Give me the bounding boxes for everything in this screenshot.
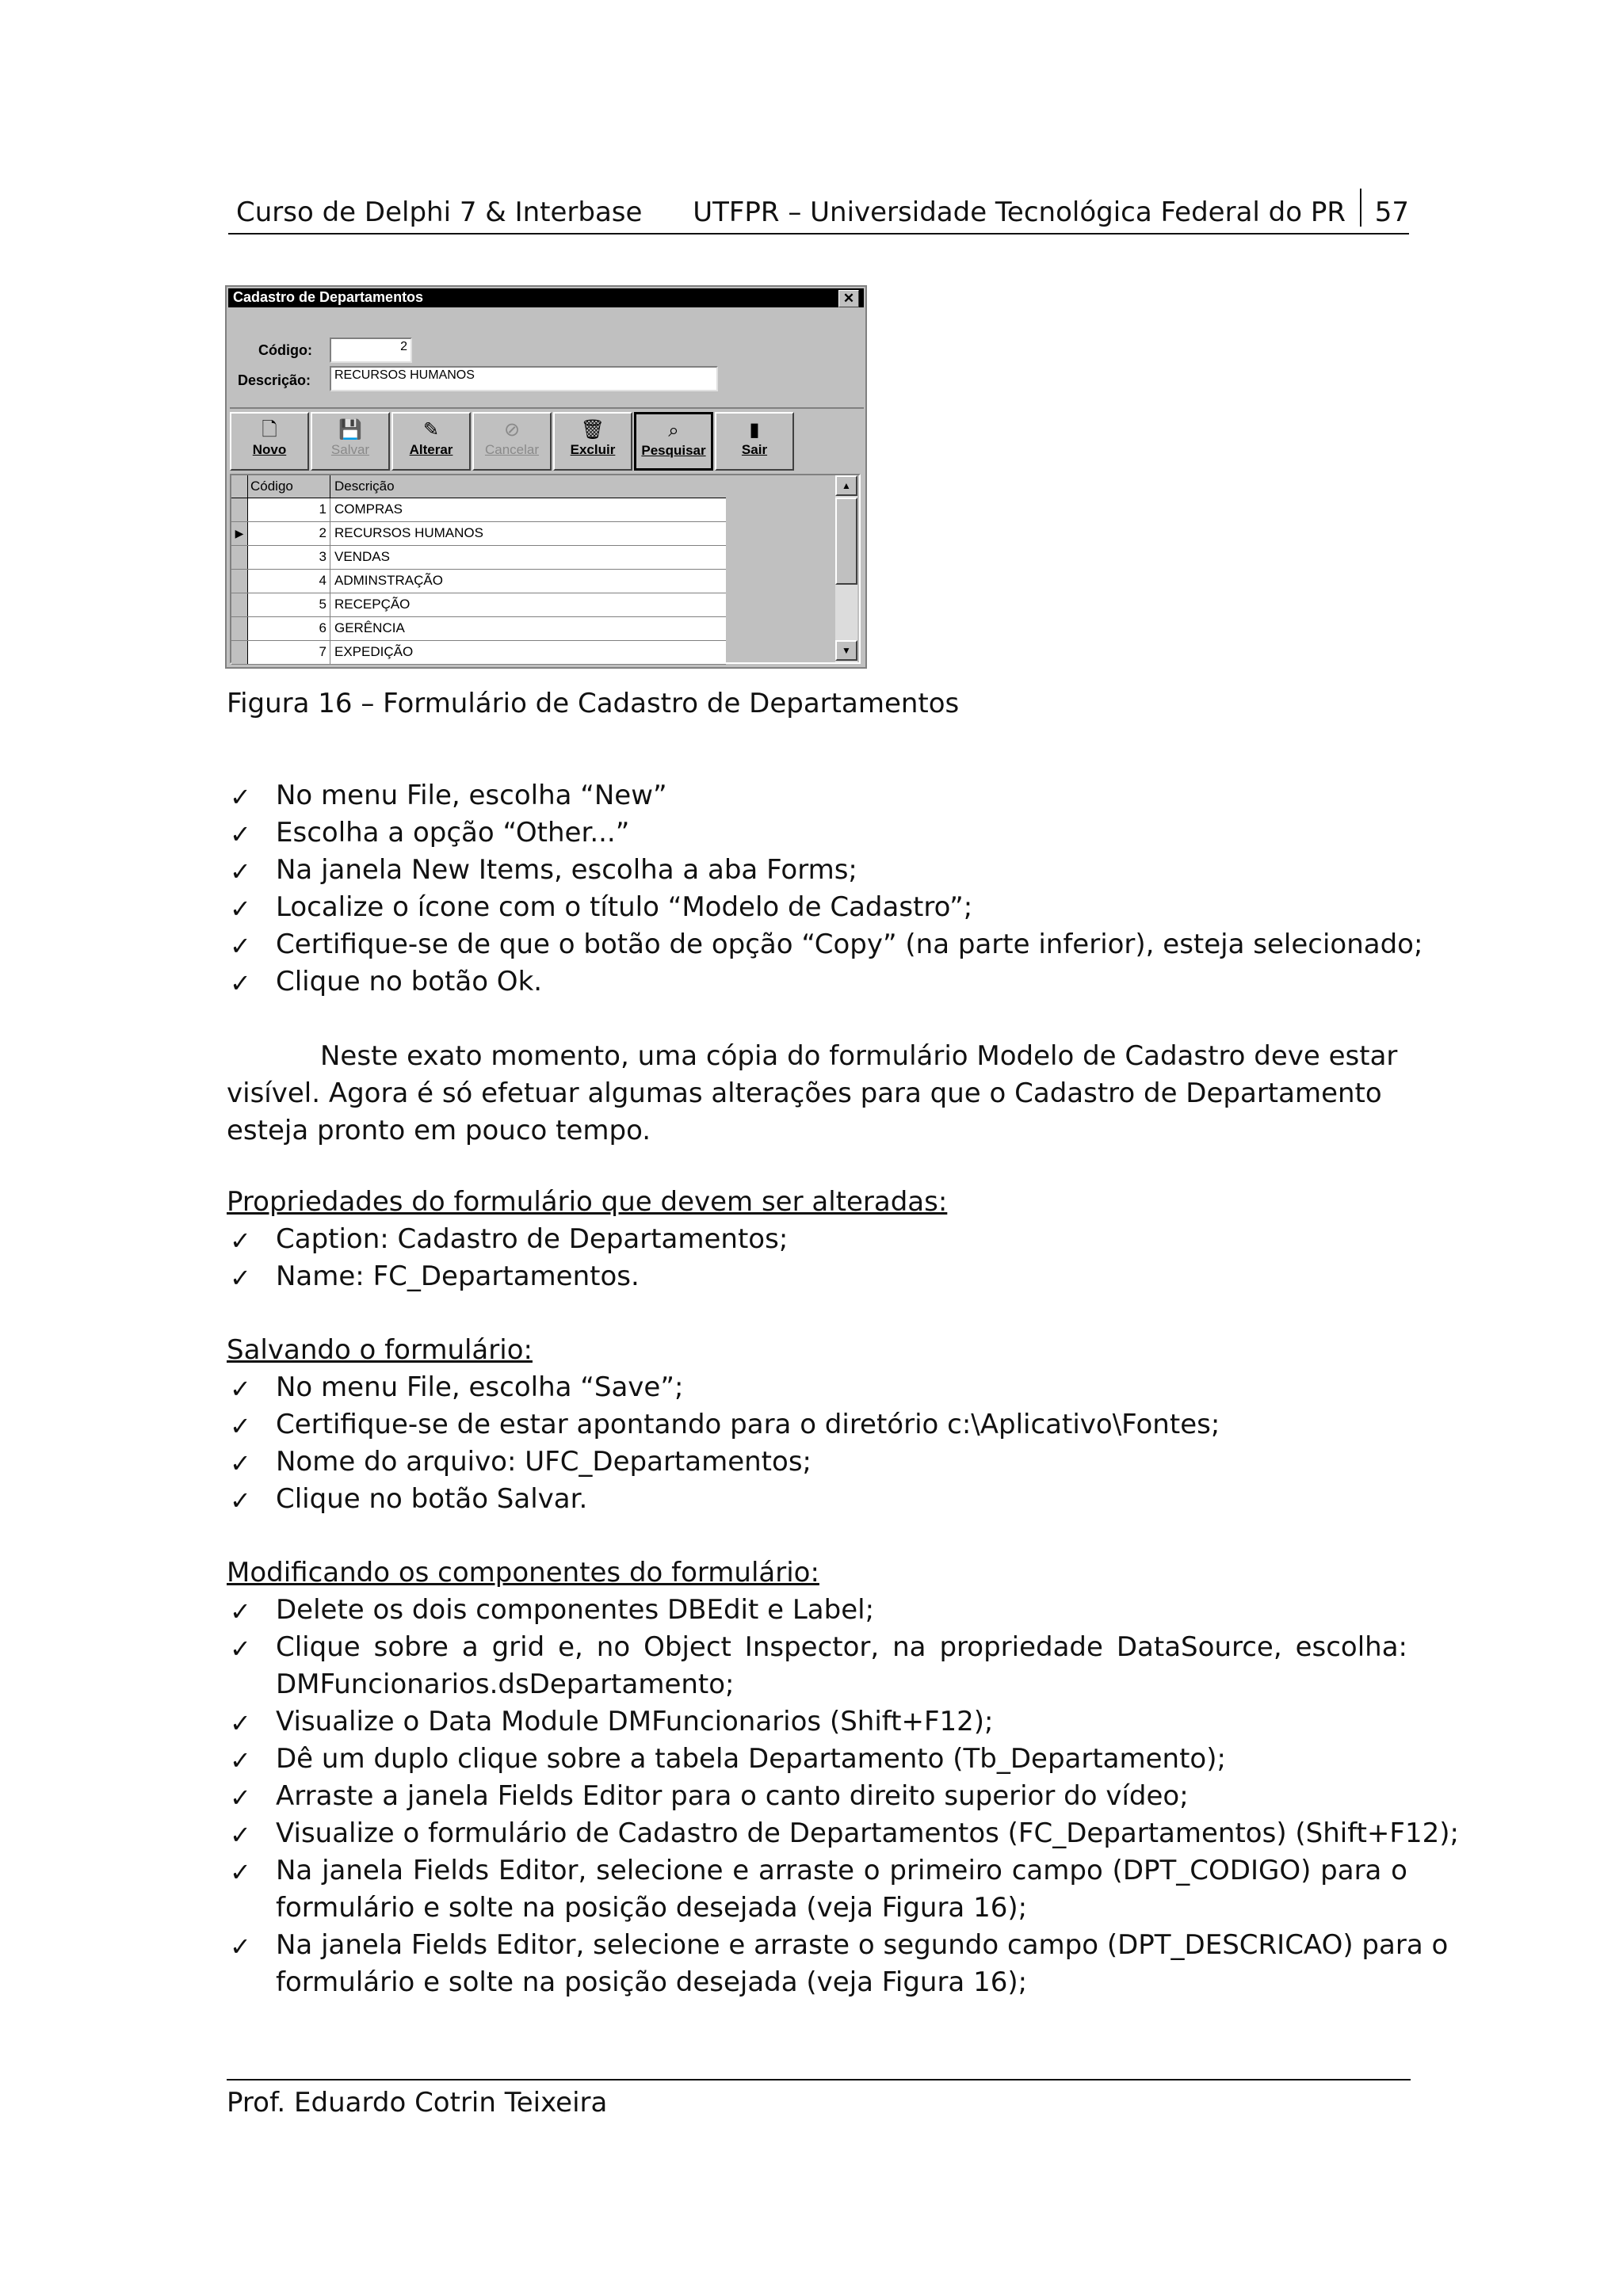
list-item: Certifique-se de estar apontando para o diretório c:\Aplicativo\Fontes; bbox=[276, 1409, 1220, 1440]
row-indicator bbox=[231, 546, 248, 569]
toolbar bbox=[230, 407, 864, 472]
check-icon: ✓ bbox=[230, 894, 251, 924]
row-desc: RECEPÇÃO bbox=[334, 597, 411, 612]
excluir-label: Excluir bbox=[570, 442, 616, 457]
vertical-scrollbar[interactable] bbox=[835, 475, 857, 662]
header-indicator bbox=[231, 475, 248, 498]
page-footer: Prof. Eduardo Cotrin Teixeira bbox=[227, 2087, 608, 2119]
list-item: Na janela New Items, escolha a aba Forms; bbox=[276, 854, 857, 886]
list-item: No menu File, escolha “New” bbox=[276, 780, 667, 811]
table-row-current[interactable] bbox=[231, 522, 726, 546]
list-item: Na janela Fields Editor, selecione e arraste o primeiro campo (DPT_CODIGO) para o bbox=[276, 1855, 1407, 1886]
table-row[interactable] bbox=[231, 546, 726, 570]
window-titlebar bbox=[228, 288, 864, 307]
codigo-field[interactable]: 2 bbox=[330, 338, 412, 363]
novo-button[interactable] bbox=[230, 412, 309, 471]
check-icon: ✓ bbox=[230, 856, 251, 887]
close-button[interactable]: ✕ bbox=[838, 290, 859, 307]
list-item-continuation: formulário e solte na posição desejada (veja Figura 16); bbox=[276, 1892, 1028, 1924]
list-item-continuation: formulário e solte na posição desejada (veja Figura 16); bbox=[276, 1966, 1028, 1998]
scroll-thumb[interactable] bbox=[835, 498, 857, 585]
departments-grid[interactable] bbox=[230, 474, 861, 664]
section-title-saving: Salvando o formulário: bbox=[227, 1334, 533, 1366]
list-item: Delete os dois componentes DBEdit e Label; bbox=[276, 1594, 875, 1626]
row-desc: RECURSOS HUMANOS bbox=[334, 525, 483, 540]
cancelar-label: Cancelar bbox=[484, 442, 540, 457]
grid-body bbox=[231, 475, 726, 662]
row-code: 4 bbox=[319, 573, 327, 588]
pesquisar-label: Pesquisar bbox=[641, 443, 706, 458]
alterar-label: Alterar bbox=[409, 442, 453, 457]
list-item: Visualize o formulário de Cadastro de Departamentos (FC_Departamentos) (Shift+F12); bbox=[276, 1817, 1459, 1849]
novo-label: Novo bbox=[252, 442, 287, 457]
codigo-label: Código: bbox=[258, 342, 312, 358]
row-indicator bbox=[231, 617, 248, 640]
list-item: No menu File, escolha “Save”; bbox=[276, 1371, 684, 1403]
figure-caption: Figura 16 – Formulário de Cadastro de Departamentos bbox=[227, 688, 960, 719]
check-icon: ✓ bbox=[230, 1226, 251, 1256]
header-separator bbox=[1360, 189, 1361, 227]
row-indicator bbox=[231, 570, 248, 593]
list-item-continuation: DMFuncionarios.dsDepartamento; bbox=[276, 1669, 735, 1700]
check-icon: ✓ bbox=[230, 819, 251, 849]
list-item: Clique no botão Ok. bbox=[276, 966, 543, 997]
grid-header bbox=[231, 475, 726, 498]
row-desc: ADMINSTRAÇÃO bbox=[334, 573, 443, 588]
column-header-descricao[interactable]: Descrição bbox=[334, 479, 395, 494]
row-desc: VENDAS bbox=[334, 549, 390, 564]
table-row[interactable] bbox=[231, 593, 726, 617]
check-icon: ✓ bbox=[230, 1634, 251, 1664]
list-item: Localize o ícone com o título “Modelo de Cadastro”; bbox=[276, 891, 973, 923]
row-indicator bbox=[231, 498, 248, 521]
header-rule bbox=[228, 233, 1409, 235]
row-code: 6 bbox=[319, 620, 327, 635]
list-item: Clique no botão Salvar. bbox=[276, 1483, 588, 1515]
row-indicator bbox=[231, 593, 248, 616]
list-item: Dê um duplo clique sobre a tabela Departamento (Tb_Departamento); bbox=[276, 1743, 1226, 1775]
list-item: Name: FC_Departamentos. bbox=[276, 1261, 640, 1292]
list-item: Nome do arquivo: UFC_Departamentos; bbox=[276, 1446, 812, 1478]
cancelar-button[interactable] bbox=[472, 412, 552, 471]
check-icon: ✓ bbox=[230, 1448, 251, 1478]
check-icon: ✓ bbox=[230, 1596, 251, 1627]
check-icon: ✓ bbox=[230, 968, 251, 998]
check-icon: ✓ bbox=[230, 1486, 251, 1516]
footer-rule bbox=[227, 2079, 1411, 2081]
list-item: Certifique-se de que o botão de opção “Copy” (na parte inferior), esteja selecionado; bbox=[276, 929, 1423, 960]
pesquisar-button[interactable] bbox=[634, 412, 713, 471]
institution-name: UTFPR – Universidade Tecnológica Federal do PR bbox=[693, 196, 1346, 228]
salvar-button[interactable] bbox=[311, 412, 390, 471]
scroll-down-icon[interactable]: ▼ bbox=[835, 640, 857, 661]
row-desc: EXPEDIÇÃO bbox=[334, 644, 414, 659]
check-icon: ✓ bbox=[230, 1374, 251, 1404]
course-title: Curso de Delphi 7 & Interbase bbox=[236, 196, 643, 228]
list-item: Arraste a janela Fields Editor para o canto direito superior do vídeo; bbox=[276, 1780, 1189, 1812]
row-code: 5 bbox=[319, 597, 327, 612]
row-desc: COMPRAS bbox=[334, 502, 403, 517]
body-paragraph: Neste exato momento, uma cópia do formulário Modelo de Cadastro deve estar visível. Agora é só efetuar algumas alterações para que o Cadastro de Departamento esteja pronto em pouco tempo. bbox=[227, 1040, 1398, 1146]
table-row[interactable] bbox=[231, 570, 726, 593]
check-icon: ✓ bbox=[230, 931, 251, 961]
edit-tools-icon: ✎ bbox=[422, 419, 440, 441]
check-icon: ✓ bbox=[230, 1708, 251, 1738]
check-icon: ✓ bbox=[230, 782, 251, 812]
section-title-properties: Propriedades do formulário que devem ser alteradas: bbox=[227, 1186, 948, 1218]
check-icon: ✓ bbox=[230, 1783, 251, 1813]
check-icon: ✓ bbox=[230, 1745, 251, 1775]
table-row[interactable] bbox=[231, 498, 726, 522]
row-desc: GERÊNCIA bbox=[334, 620, 405, 635]
sair-label: Sair bbox=[741, 442, 768, 457]
alterar-button[interactable] bbox=[391, 412, 471, 471]
table-row[interactable] bbox=[231, 617, 726, 641]
list-item: Na janela Fields Editor, selecione e arraste o segundo campo (DPT_DESCRICAO) para o bbox=[276, 1929, 1449, 1961]
row-code: 3 bbox=[319, 549, 327, 564]
list-item: Visualize o Data Module DMFuncionarios (Shift+F12); bbox=[276, 1706, 994, 1737]
salvar-label: Salvar bbox=[330, 442, 370, 457]
row-indicator bbox=[231, 641, 248, 664]
row-code: 7 bbox=[319, 644, 327, 659]
row-code: 1 bbox=[319, 502, 327, 517]
new-document-icon: 🗋 bbox=[262, 419, 277, 441]
descricao-field[interactable]: RECURSOS HUMANOS bbox=[330, 366, 718, 391]
excluir-button[interactable] bbox=[553, 412, 632, 471]
list-item: Escolha a opção “Other...” bbox=[276, 817, 630, 849]
window-title: Cadastro de Departamentos bbox=[233, 289, 424, 305]
page-header bbox=[228, 195, 1409, 235]
current-row-arrow-icon: ▶ bbox=[231, 522, 248, 545]
trash-icon: 🗑 bbox=[580, 419, 605, 441]
row-code: 2 bbox=[319, 525, 327, 540]
page-number: 57 bbox=[1374, 196, 1409, 228]
check-icon: ✓ bbox=[230, 1857, 251, 1887]
save-disk-icon: 💾 bbox=[338, 419, 362, 441]
check-icon: ✓ bbox=[230, 1932, 251, 1962]
check-icon: ✓ bbox=[230, 1820, 251, 1850]
list-item: Caption: Cadastro de Departamentos; bbox=[276, 1223, 789, 1255]
section-title-modifying: Modificando os componentes do formulário: bbox=[227, 1557, 819, 1589]
scroll-up-icon[interactable]: ▲ bbox=[835, 475, 857, 496]
check-icon: ✓ bbox=[230, 1263, 251, 1293]
sair-button[interactable] bbox=[715, 412, 794, 471]
exit-door-icon: ▮ bbox=[749, 419, 760, 441]
table-row[interactable] bbox=[231, 641, 726, 665]
search-binoculars-icon: ⌕ bbox=[668, 420, 679, 441]
cancel-circle-icon: ⊘ bbox=[503, 419, 521, 441]
check-icon: ✓ bbox=[230, 1411, 251, 1441]
cadastro-window bbox=[225, 285, 867, 669]
list-item: Clique sobre a grid e, no Object Inspector, na propriedade DataSource, escolha: bbox=[276, 1631, 1407, 1663]
column-header-codigo[interactable]: Código bbox=[250, 479, 293, 494]
descricao-label: Descrição: bbox=[238, 372, 311, 388]
